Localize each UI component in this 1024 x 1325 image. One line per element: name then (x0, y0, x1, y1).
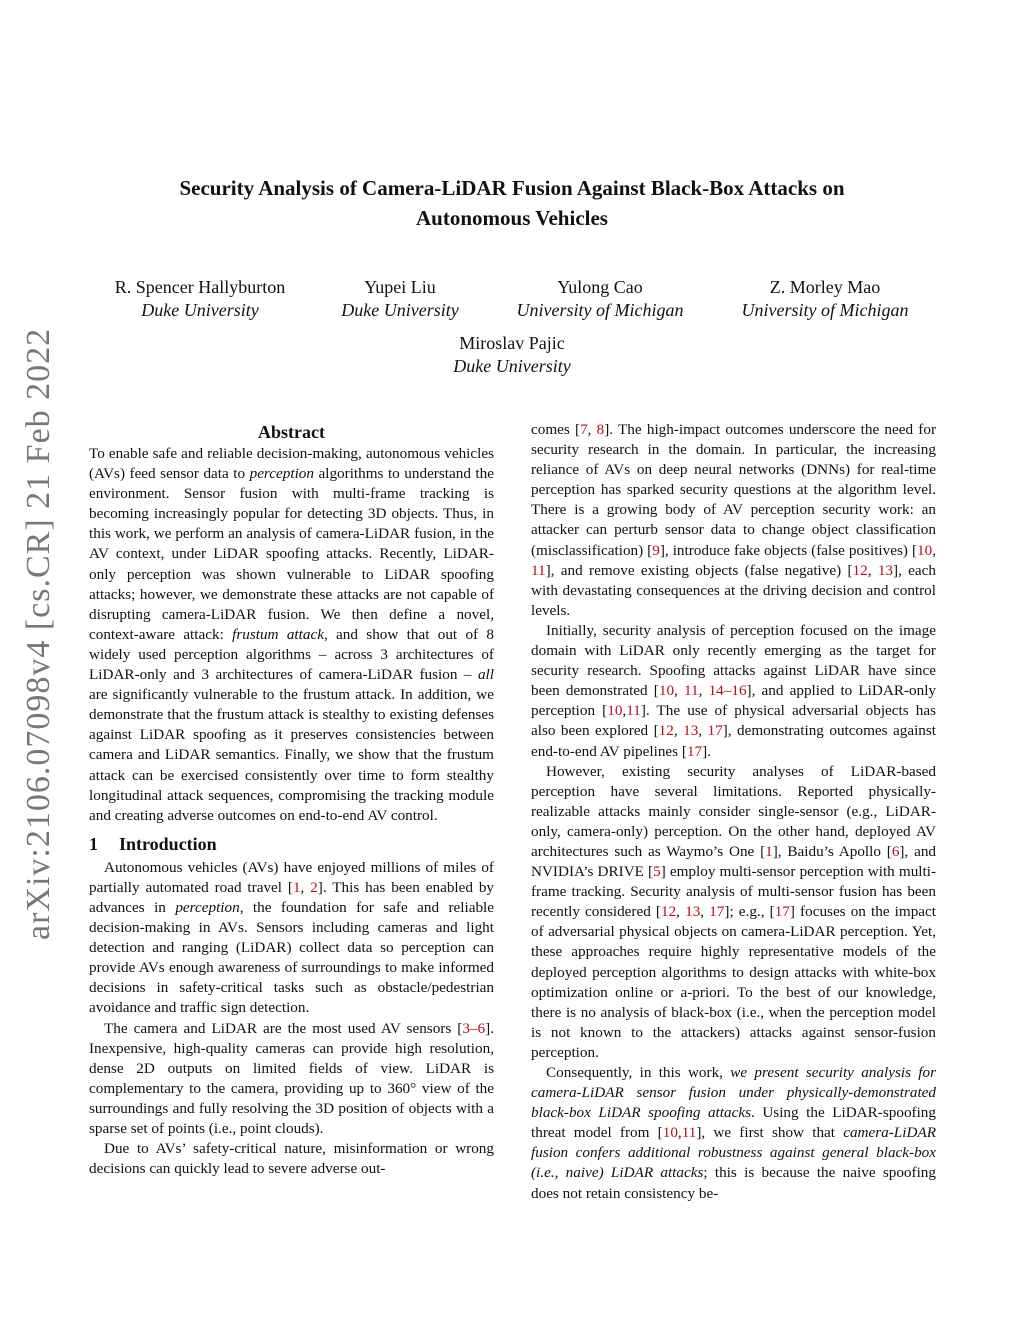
text-run: ] employ multi-sensor perception with multi-frame tracking. Security analysis of multi-sensor fusion has been recently considered [ (531, 863, 937, 921)
citation-link[interactable]: 11 (683, 682, 699, 700)
text-run: ], and remove existing objects (false negative) [ (545, 561, 853, 579)
emphasis: perception (175, 898, 240, 916)
abstract-text (89, 444, 494, 826)
author-affiliation: Duke University (141, 300, 259, 320)
author-affiliation: Duke University (341, 300, 459, 320)
intro-paragraph-2 (89, 1019, 494, 1140)
text-run: ] focuses on the impact of adversarial physical objects on camera-LiDAR perception. Yet, these approaches require highly representative models of the deployed perception algorithms to design attacks with white-box optimization online or a-priori. To the best of our knowledge, there is no analysis of black-box (i.e., when the perception model is not known to the attackers) attacks against sensor-fusion perception. (531, 903, 937, 1061)
author-4 (720, 276, 930, 322)
text-run: . Using the LiDAR-spoofing threat model from [ (531, 1104, 936, 1142)
text-run: ], we first show that (696, 1124, 844, 1142)
author-1 (100, 276, 300, 322)
citation-link[interactable]: 2 (310, 878, 318, 896)
citation-link[interactable]: 7 (580, 421, 588, 438)
author-2 (320, 276, 480, 322)
citation-link[interactable]: 17 (686, 742, 703, 760)
citation-link[interactable]: 11 (681, 1124, 697, 1142)
text-run: , (674, 682, 684, 700)
citation-link[interactable]: 9 (652, 541, 660, 559)
emphasis: perception (249, 465, 314, 483)
text-run: ]; e.g., [ (724, 903, 775, 921)
citation-link[interactable]: 3–6 (462, 1019, 486, 1037)
citation-link[interactable]: 10 (917, 541, 933, 559)
citation-link[interactable]: 17 (709, 903, 725, 921)
text-run: , (698, 722, 708, 740)
author-affiliation: University of Michigan (516, 300, 684, 320)
text-run: , (622, 702, 627, 720)
text-run: , and show that out of 8 widely used perception algorithms – across 3 architectures of LiDAR-only and 3 architectures of camera-LiDAR fusion – (89, 625, 495, 684)
author-name: Z. Morley Mao (769, 277, 881, 297)
text-run: ]. (702, 742, 711, 760)
text-run: are significantly vulnerable to the frustum attack. In addition, we demonstrate that the frustum attack is stealthy to existing defenses against LiDAR spoofing as it preserves consistencies between camera and LiDAR semantics. Finally, we show that the frustum attack can be exercised consistently over time to form stealthy longitudinal attack sequences, compromising the tracking module and creating adverse outcomes on end-to-end AV control. (89, 686, 494, 824)
section-title: Introduction (119, 833, 217, 854)
text-run: Initially, security analysis of perception focused on the image domain with LiDAR only recently emerging as the target for security research. Spoofing attacks against LiDAR have since been demonstrated [ (531, 621, 936, 700)
text-run: Consequently, in this work, (546, 1064, 731, 1081)
author-name: Miroslav Pajic (459, 333, 565, 353)
citation-link[interactable]: 17 (707, 722, 723, 740)
text-run: ], and applied to LiDAR-only perception [ (531, 682, 937, 720)
emphasis: all (477, 666, 494, 684)
text-run: , (932, 541, 936, 559)
citation-link[interactable]: 17 (774, 903, 790, 921)
citation-link[interactable]: 6 (891, 842, 900, 860)
paper-title-line-1: Security Analysis of Camera-LiDAR Fusion Against Black-Box Attacks on (179, 176, 845, 200)
citation-link[interactable]: 8 (596, 421, 605, 438)
text-run: , (677, 1124, 682, 1142)
text-run: ], demonstrating outcomes against end-to-end AV pipelines [ (531, 722, 937, 760)
emphasis: we present security analysis for camera-LiDAR sensor fusion under physically-demonstrated black-box LiDAR spoofing attacks (531, 1064, 936, 1122)
text-run: , (587, 421, 597, 438)
text-run: However, existing security analyses of LiDAR-based perception have several limitations. Reported physically-realizable attacks mainly consider single-sensor (e.g., LiDAR-only, camera-only) perception. On the other hand, deployed AV architectures such as Waymo’s One [ (531, 762, 936, 860)
citation-link[interactable]: 1 (765, 842, 773, 860)
citation-link[interactable]: 10 (662, 1124, 678, 1142)
author-5 (412, 332, 612, 378)
emphasis: camera-LiDAR fusion confers additional robustness against general black-box (i.e., naive) LiDAR attacks (531, 1124, 936, 1182)
text-run: , the foundation for safe and reliable decision-making in AVs. Sensors including cameras and light detection and ranging (LiDAR) collect data so perception can provide AVs enough awareness of surroundings to make informed decisions in safety-critical tasks such as obstacle/pedestrian avoidance and traffic sign detection. (89, 898, 494, 1017)
text-run: ; this is because the naive spoofing does not retain consistency be- (531, 1164, 936, 1202)
intro-paragraph-5 (531, 762, 936, 1063)
citation-link[interactable]: 1 (292, 878, 301, 896)
text-run: , (673, 722, 684, 740)
author-name: R. Spencer Hallyburton (114, 277, 286, 297)
text-run: ], and NVIDIA’s DRIVE [ (531, 842, 937, 881)
intro-paragraph-3: Due to AVs’ safety-critical nature, misinformation or wrong decisions can quickly lead to severe adverse out- (89, 1140, 494, 1178)
text-run: comes [ (531, 421, 581, 438)
section-number: 1 (89, 833, 98, 854)
author-3 (490, 276, 710, 322)
text-run: , (300, 878, 311, 896)
text-run: , (867, 561, 878, 579)
citation-link[interactable]: 10 (607, 702, 623, 720)
abstract-heading: Abstract (258, 422, 325, 442)
text-run: ]. Inexpensive, high-quality cameras can provide high resolution, dense 2D outputs on limited fields of view. LiDAR is complementary to the camera, providing up to 360° view of the surroundings and fully resolving the 3D position of objects with a sparse set of points (i.e., point clouds). (89, 1019, 494, 1137)
author-affiliation: University of Michigan (741, 300, 909, 320)
author-name: Yulong Cao (557, 277, 643, 297)
text-run: The camera and LiDAR are the most used AV sensors [ (104, 1019, 463, 1037)
text-run: ]. This has been enabled by advances in (89, 878, 495, 916)
citation-link[interactable]: 10 (658, 682, 675, 700)
text-run: ]. The use of physical adversarial objects has also been explored [ (531, 702, 936, 740)
intro-paragraph-6 (531, 1063, 936, 1204)
text-run: , (676, 903, 686, 921)
section-heading (89, 832, 494, 856)
citation-link[interactable]: 14–16 (708, 682, 747, 700)
intro-paragraph-1 (89, 858, 494, 1019)
text-run: To enable safe and reliable decision-making, autonomous vehicles (AVs) feed sensor data to (89, 445, 494, 483)
citation-link[interactable]: 11 (626, 702, 641, 720)
paper-title-line-2: Autonomous Vehicles (416, 206, 608, 230)
text-run: , (700, 903, 710, 921)
author-affiliation: Duke University (453, 356, 571, 376)
text-run: ], introduce fake objects (false positives) [ (659, 541, 918, 559)
citation-link[interactable]: 13 (685, 903, 701, 921)
author-name: Yupei Liu (364, 277, 436, 297)
citation-link[interactable]: 11 (531, 561, 546, 579)
emphasis: frustum attack (232, 625, 324, 643)
arxiv-identifier: arXiv:2106.07098v4 [cs.CR] 21 Feb 2022 (20, 327, 57, 940)
text-run: Autonomous vehicles (AVs) have enjoyed millions of miles of partially automated road travel [ (89, 858, 494, 896)
text-run: ], Baidu’s Apollo [ (772, 842, 892, 860)
intro-paragraph-continued (531, 420, 936, 621)
citation-link[interactable]: 13 (683, 722, 699, 740)
citation-link[interactable]: 5 (653, 863, 661, 881)
intro-paragraph-4 (531, 621, 936, 762)
text-run: , (698, 682, 709, 700)
right-column (531, 420, 936, 1204)
text-run: algorithms to understand the environment. Sensor fusion with multi-frame tracking is becoming increasingly popular for detecting 3D objects. Thus, in this work, we perform an analysis of camera-LiDAR fusion, in the AV context, under LiDAR spoofing attacks. Recently, LiDAR-only perception was shown vulnerable to LiDAR spoofing attacks; however, we demonstrate these attacks are not capable of disrupting camera-LiDAR fusion. We then define a novel, context-aware attack: (89, 465, 494, 643)
citation-link[interactable]: 13 (877, 561, 894, 579)
left-column (89, 420, 494, 1179)
citation-link[interactable]: 12 (658, 722, 674, 740)
text-run: ]. The high-impact outcomes underscore the need for security research in the domain. In particular, the increasing reliance of AVs on deep neural networks (DNNs) for real-time perception has sparked security questions at the algorithm level. There is a growing body of AV perception security work: an attacker can perturb sensor data to change object classification (misclassification) [ (531, 421, 936, 559)
text-run: ], each with devastating consequences at the driving decision and control levels. (531, 561, 936, 619)
citation-link[interactable]: 12 (660, 903, 677, 921)
citation-link[interactable]: 12 (852, 561, 868, 579)
